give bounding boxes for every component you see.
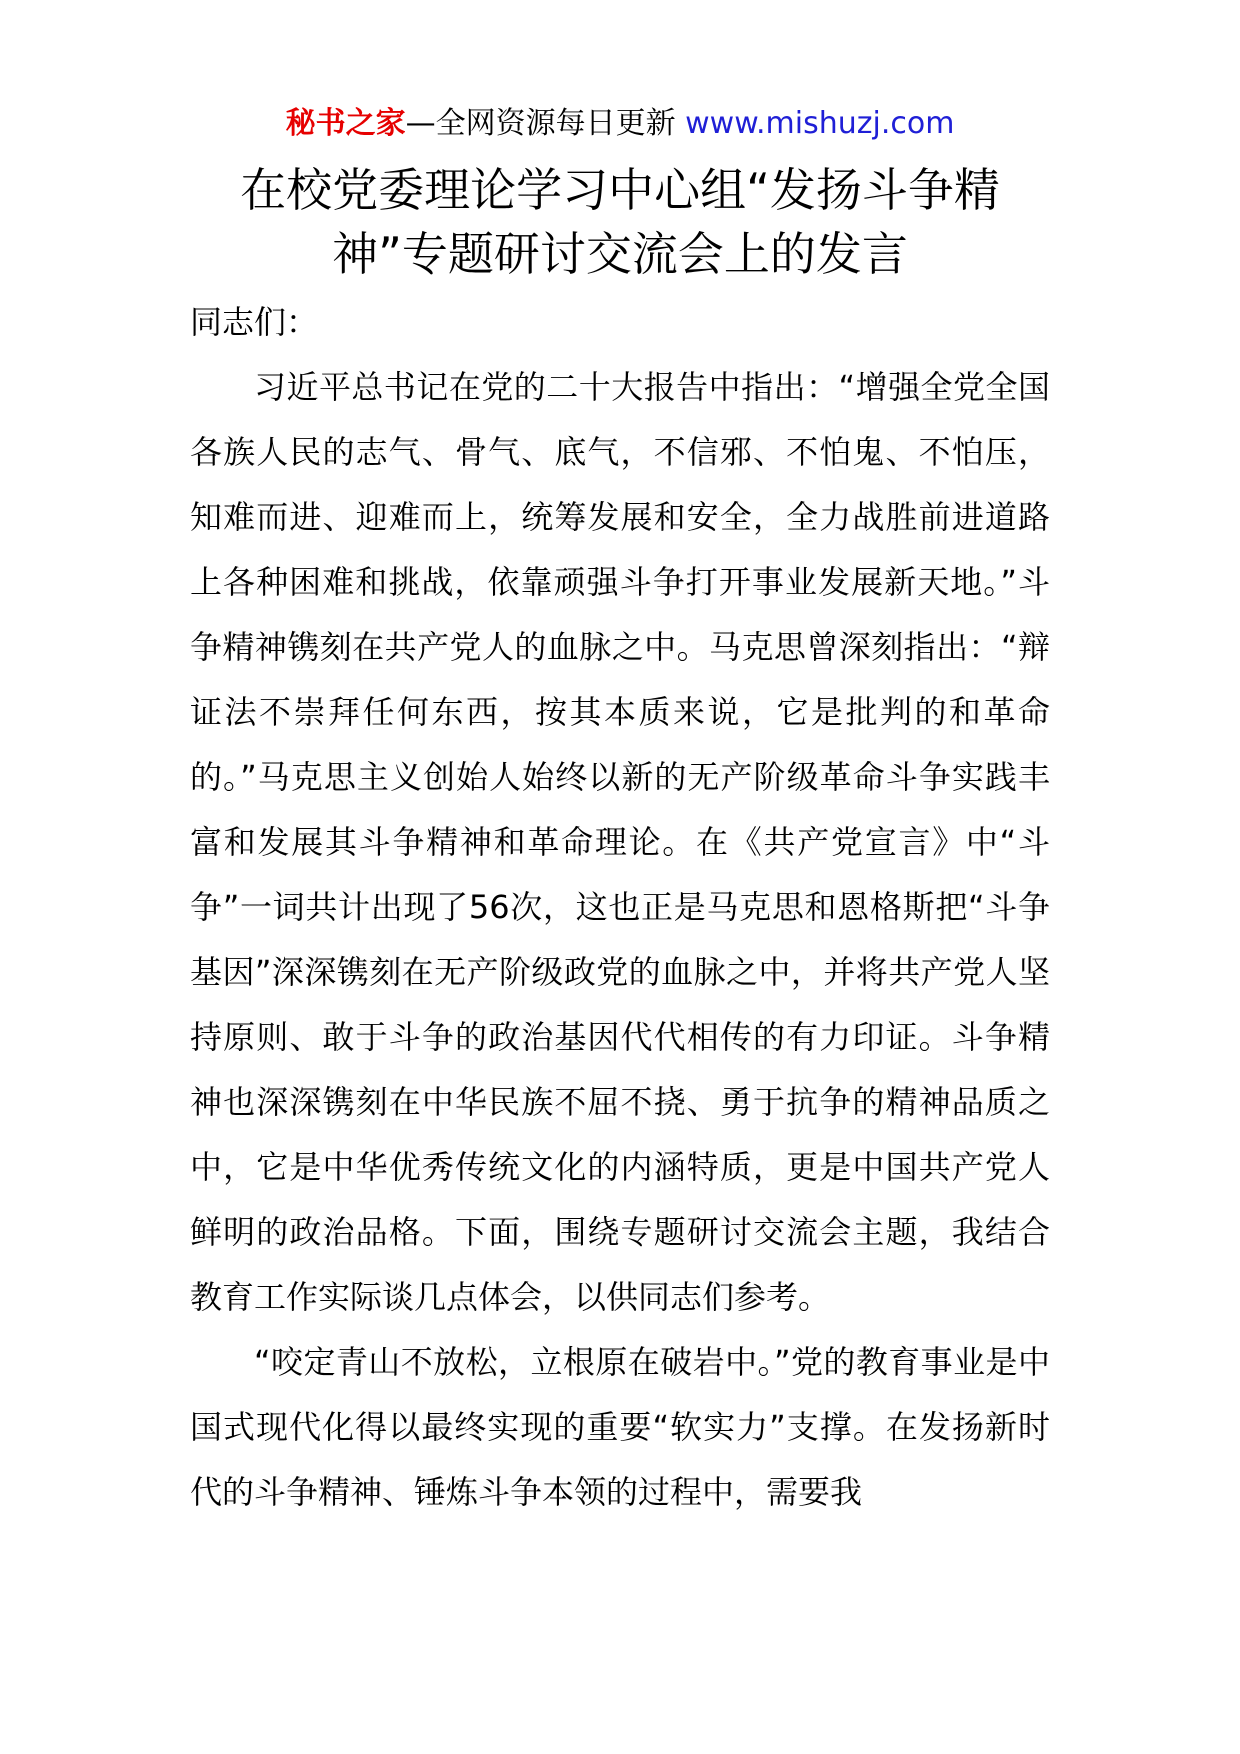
paragraph-1: 习近平总书记在党的二十大报告中指出：“增强全党全国各族人民的志气、骨气、底气，不信邪、不怕鬼、不怕压，知难而进、迎难而上，统筹发展和安全，全力战胜前进道路上各种困难和挑战，依靠顽强斗争打开事业发展新天地。”斗争精神镌刻在共产党人的血脉之中。马克思曾深刻指出：“辩证法不崇拜任何东西，按其本质来说，它是批判的和革命的。”马克思主义创始人始终以新的无产阶级革命斗争实践丰富和发展其斗争精神和革命理论。在《共产党宣言》中“斗争”一词共计出现了56次，这也正是马克思和恩格斯把“斗争基因”深深镌刻在无产阶级政党的血脉之中，并将共产党人坚持原则、敢于斗争的政治基因代代相传的有力印证。斗争精神也深深镌刻在中华民族不屈不挠、勇于抗争的精神品质之中，它是中华优秀传统文化的内涵特质，更是中国共产党人鲜明的政治品格。下面，围绕专题研讨交流会主题，我结合教育工作实际谈几点体会，以供同志们参考。 xyxy=(190,368,1050,1316)
site-url-link[interactable]: www.mishuzj.com xyxy=(685,106,955,141)
document-body xyxy=(190,290,1050,1525)
brand-name: 秘书之家 xyxy=(285,106,406,141)
site-header xyxy=(0,100,1240,148)
document-title: 在校党委理论学习中心组“发扬斗争精神”专题研讨交流会上的发言 xyxy=(240,163,1000,281)
paragraph-2: “咬定青山不放松，立根原在破岩中。”党的教育事业是中国式现代化得以最终实现的重要“软实力”支撑。在发扬新时代的斗争精神、锤炼斗争本领的过程中，需要我 xyxy=(190,1343,1050,1511)
salutation: 同志们： xyxy=(190,303,319,341)
header-slogan: —全网资源每日更新 xyxy=(405,106,686,141)
